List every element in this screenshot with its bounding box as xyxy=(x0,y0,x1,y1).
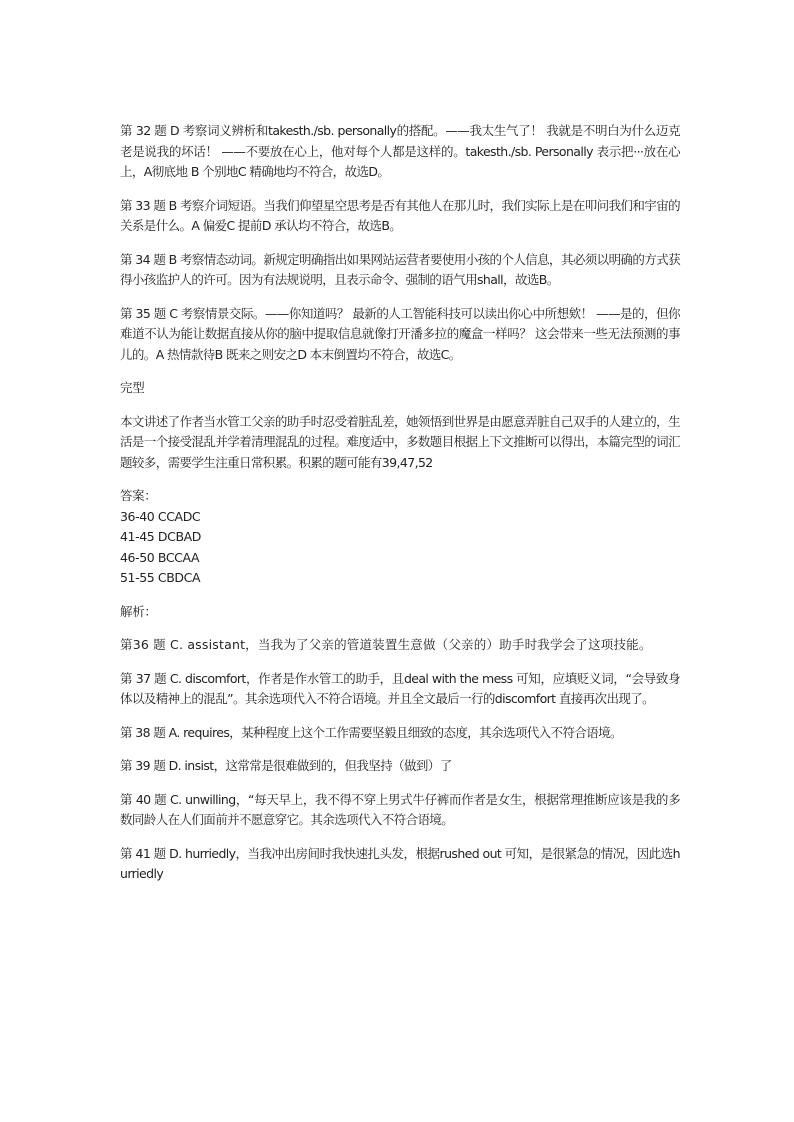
answer-line-46-50: 46-50 BCCAA xyxy=(120,549,200,565)
paragraph-q35: 第 35 题 C 考察情景交际。——你知道吗？ 最新的人工智能科技可以读出你心中所想欸！ ——是的，但你难道不认为能让数据直接从你的脑中提取信息就像打开潘多拉的魔盒一样吗？ 这会带来一些无法预测的事儿的。A 热情款待B 既来之则安之D 本末倒置均不符合，故选C。 xyxy=(120,305,680,362)
paragraph-q34: 第 34 题 B 考察情态动词。新规定明确指出如果网站运营者要使用小孩的个人信息，其必须以明确的方式获得小孩监护人的许可。因为有法规说明，且表示命令、强制的语气用shall，故选B。 xyxy=(120,251,680,287)
paragraph-q40: 第 40 题 C. unwilling，“每天早上，我不得不穿上男式牛仔裤而作者是女生，根据常理推断应该是我的多数同龄人在人们面前并不愿意穿它。其余选项代入不符合语境。 xyxy=(120,791,680,827)
answers-block xyxy=(120,486,680,589)
section-title-cloze: 完型 xyxy=(120,380,145,395)
paragraph-q32: 第 32 题 D 考察词义辨析和takesth./sb. personally的搭配。——我太生气了！ 我就是不明白为什么迈克老是说我的坏话！ ——不要放在心上，他对每个人都是这样的。takesth./sb. Personally 表示把···放在心上，A彻底地 B 个别地C 精确地均不符合，故选D。 xyxy=(120,123,680,179)
paragraph-q41: 第 41 题 D. hurriedly，当我冲出房间时我快速扎头发，根据rushed out 可知，是很紧急的情况，因此选hurriedly xyxy=(120,845,680,881)
paragraph-q38: 第 38 题 A. requires，某种程度上这个工作需要坚毅且细致的态度，其余选项代入不符合语境。 xyxy=(120,724,622,740)
paragraph-q33: 第 33 题 B 考察介词短语。当我们仰望星空思考是否有其他人在那儿时，我们实际上是在叩问我们和宇宙的关系是什么。A 偏爱C 提前D 承认均不符合，故选B。 xyxy=(120,197,680,233)
answer-line-41-45: 41-45 DCBAD xyxy=(120,529,202,544)
analysis-label: 解析： xyxy=(120,603,157,619)
answer-line-36-40: 36-40 CCADC xyxy=(120,508,201,524)
document-page xyxy=(120,121,680,898)
cloze-summary: 本文讲述了作者当水管工父亲的助手时忍受着脏乱差，她领悟到世界是由愿意弄脏自己双手的人建立的，生活是一个接受混乱并学着清理混乱的过程。难度适中，多数题目根据上下文推断可以得出，本篇完型的词汇题较多，需要学生注重日常积累。积累的题可能有39,47,52 xyxy=(120,413,680,470)
paragraph-q37: 第 37 题 C. discomfort，作者是作水管工的助手，且deal with the mess 可知，应填贬义词，“会导致身体以及精神上的混乱”。其余选项代入不符合语境。并且全文最后一行的discomfort 直接再次出现了。 xyxy=(120,670,680,706)
answers-label: 答案： xyxy=(120,488,157,503)
paragraph-q36: 第36 题 C. assistant，当我为了父亲的管道装置生意做（父亲的）助手时我学会了这项技能。 xyxy=(120,637,652,652)
paragraph-q39: 第 39 题 D. insist，这常常是很难做到的，但我坚持（做到）了 xyxy=(120,758,452,773)
answer-line-51-55: 51-55 CBDCA xyxy=(120,570,201,585)
